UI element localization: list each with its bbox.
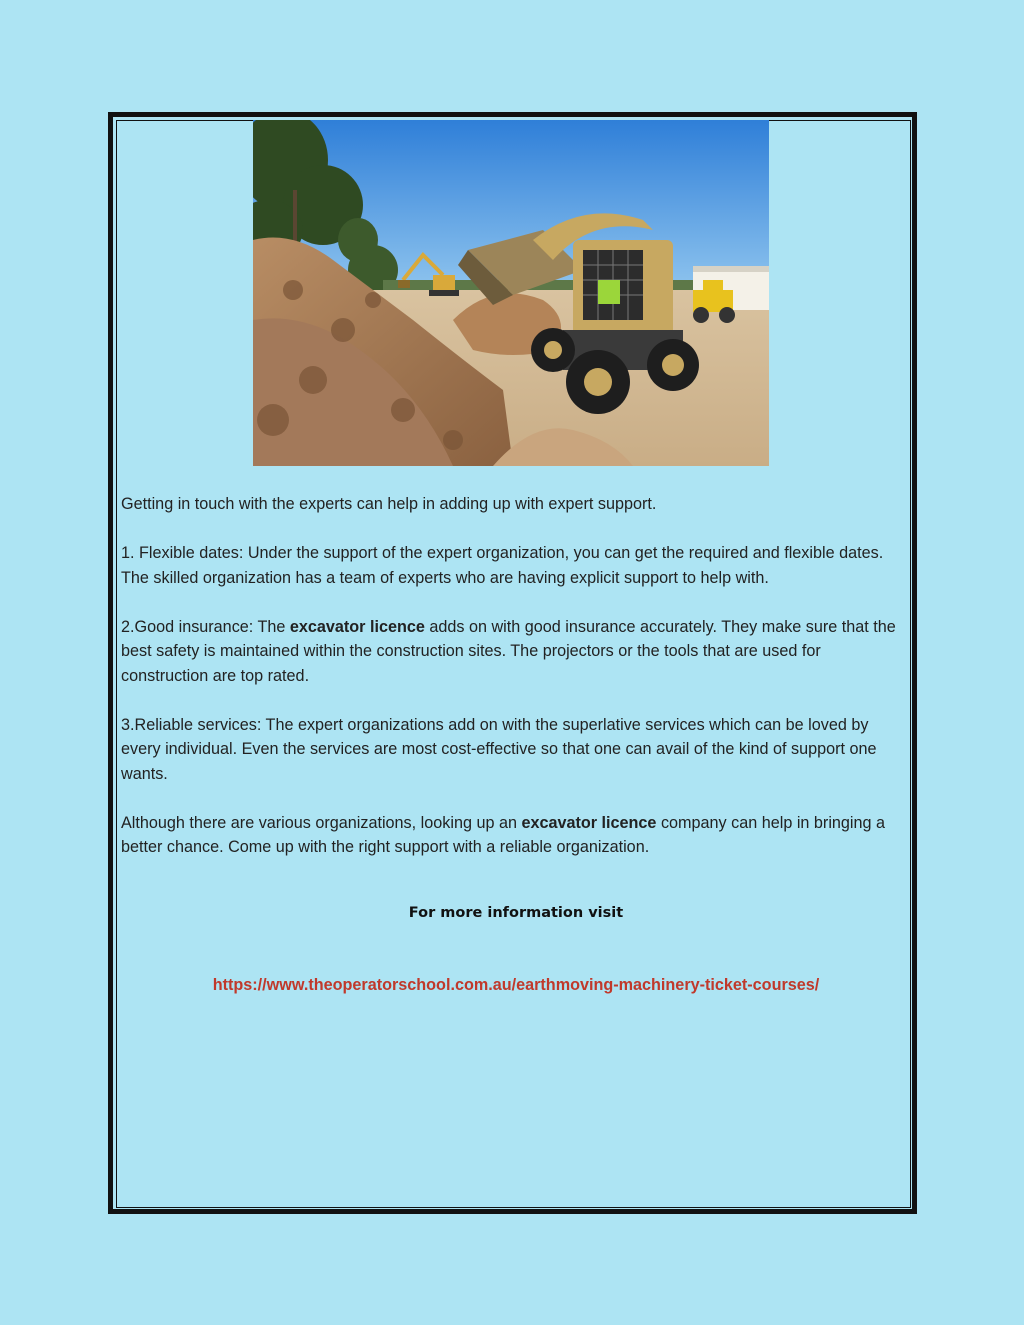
course-link[interactable]: https://www.theoperatorschool.com.au/earthmoving-machinery-ticket-courses/ xyxy=(212,976,820,994)
construction-photo-illustration xyxy=(253,120,769,466)
paragraph-intro xyxy=(121,492,911,517)
article-body xyxy=(121,492,911,884)
paragraph-text: company can help in bringing a better chance. Come up with the right support with a reliable organization. xyxy=(121,813,886,856)
paragraph-point-1 xyxy=(121,541,911,590)
more-info-label: For more information visit xyxy=(408,905,624,921)
paragraph-text: Getting in touch with the experts can help in adding up with expert support. xyxy=(121,495,657,513)
paragraph-point-3 xyxy=(121,713,911,787)
paragraph-text: 1. Flexible dates: Under the support of the expert organization, you can get the required and flexible dates. The skilled organization has a team of experts who are having explicit support to help with. xyxy=(121,544,884,587)
paragraph-point-2 xyxy=(121,615,911,689)
paragraph-text: 3.Reliable services: The expert organizations add on with the superlative services which can be loved by every individual. Even the services are most cost-effective so that one can avail of the kind of support one wants. xyxy=(121,715,877,783)
paragraph-conclusion xyxy=(121,811,911,860)
paragraph-text: adds on with good insurance accurately. They make sure that the best safety is maintained within the construction sites. The projectors or the tools that are used for construction are top rated. xyxy=(121,617,896,685)
paragraph-text: Although there are various organizations, looking up an xyxy=(121,813,522,832)
keyword-text: excavator licence xyxy=(521,813,657,832)
keyword-text: excavator licence xyxy=(289,617,425,636)
construction-photo xyxy=(253,120,769,466)
paragraph-text: 2.Good insurance: The xyxy=(121,617,290,636)
